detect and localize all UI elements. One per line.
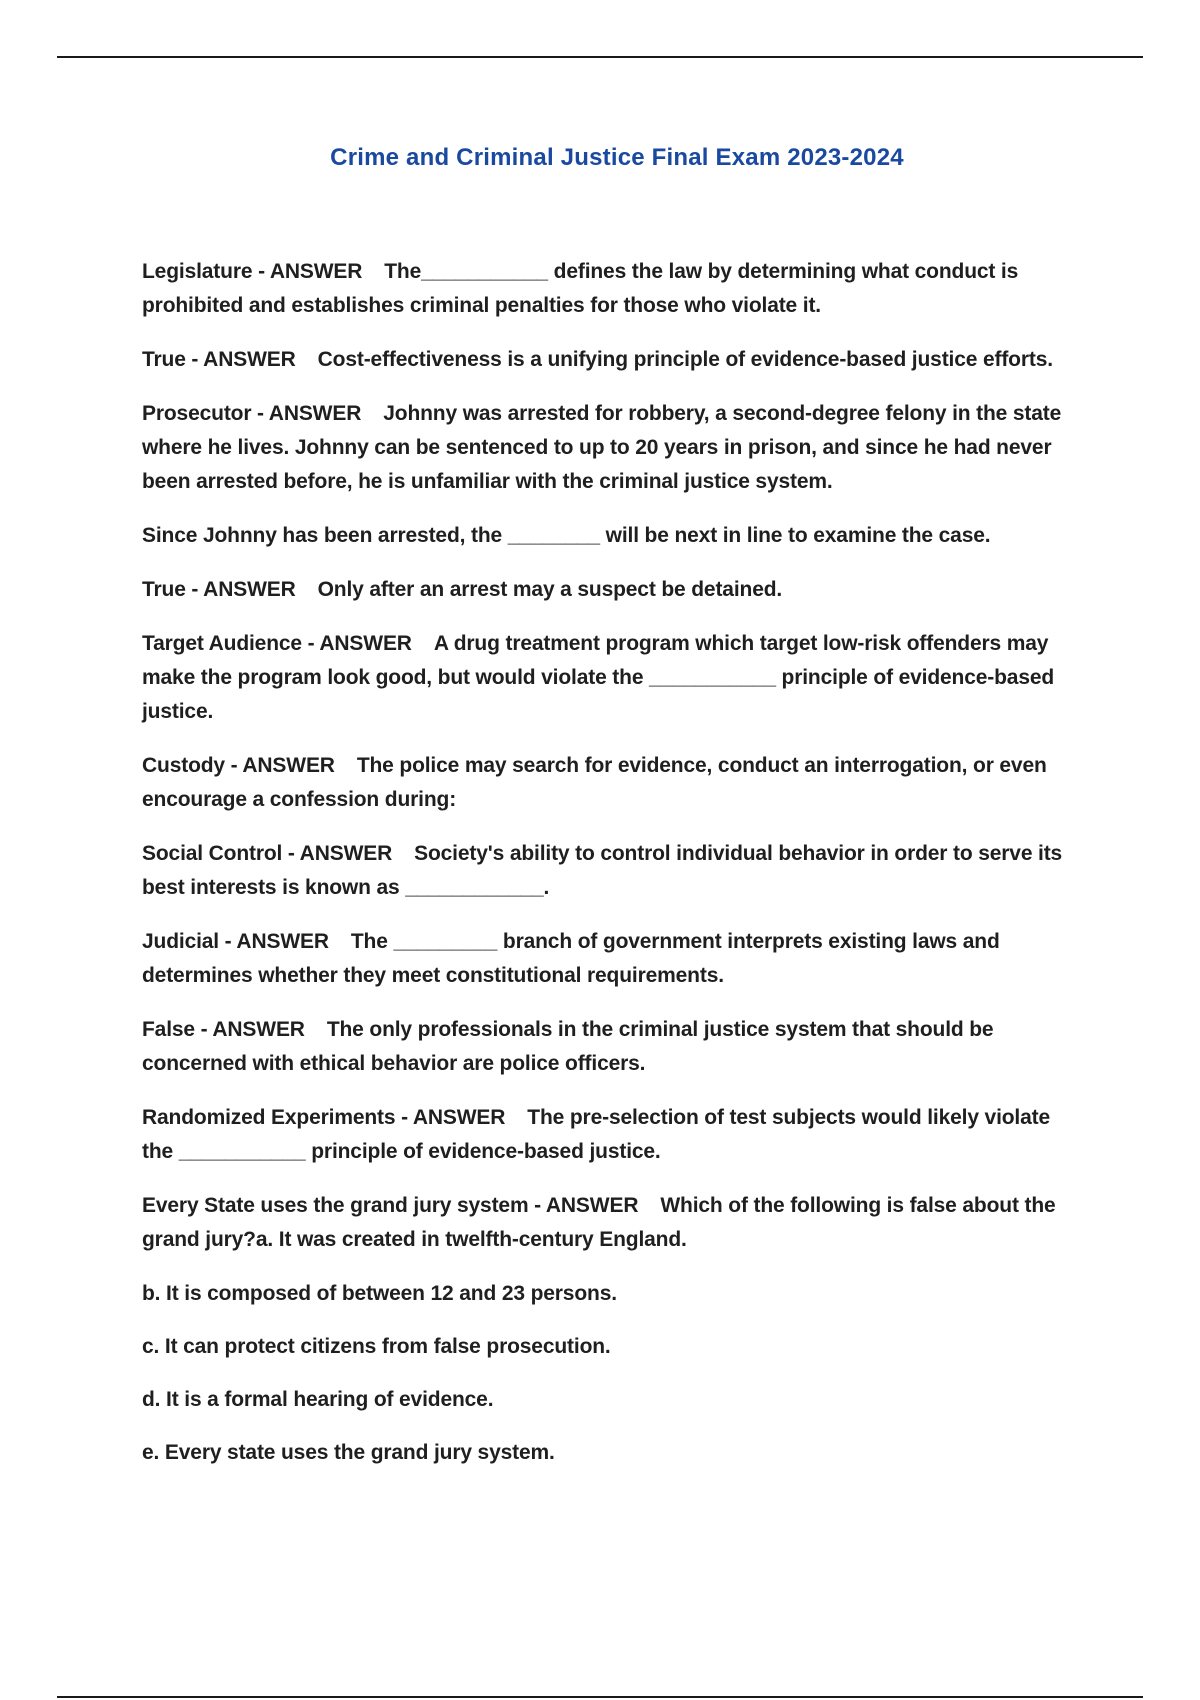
- qa-entry: [142, 255, 1082, 323]
- qa-entry: [142, 343, 1082, 377]
- qa-entry: [142, 837, 1082, 905]
- qa-entry: [142, 1189, 1082, 1257]
- qa-list: [142, 255, 1082, 1489]
- qa-entry: [142, 627, 1082, 729]
- question-text: Only after an arrest may a suspect be detained.: [317, 578, 783, 601]
- page-title: Crime and Criminal Justice Final Exam 2023-2024: [330, 144, 904, 171]
- qa-option: [142, 1277, 1082, 1311]
- question-text: The police may search for evidence, conduct an interrogation, or even encourage a confession during:: [142, 754, 1047, 811]
- question-text: A drug treatment program which target low-risk offenders may make the program look good, but would violate the ___________ principle of evidence-based justice.: [142, 632, 1055, 723]
- answer-label: Target Audience - ANSWER: [142, 632, 412, 655]
- answer-label: Judicial - ANSWER: [142, 930, 329, 953]
- qa-entry: [142, 573, 1082, 607]
- qa-option: [142, 1330, 1082, 1364]
- question-text: Johnny was arrested for robbery, a second-degree felony in the state where he lives. Johnny can be sentenced to up to 20 years in prison, and since he had never been arrested before, he is unfamiliar with the criminal justice system.: [142, 402, 1062, 493]
- qa-entry: [142, 397, 1082, 499]
- answer-label: Prosecutor - ANSWER: [142, 402, 362, 425]
- question-text: Cost-effectiveness is a unifying principle of evidence-based justice efforts.: [317, 348, 1053, 371]
- question-text: Since Johnny has been arrested, the ________ will be next in line to examine the case.: [142, 524, 991, 547]
- bottom-rule: [57, 1696, 1143, 1698]
- question-text: c. It can protect citizens from false prosecution.: [142, 1335, 611, 1358]
- question-text: The___________ defines the law by determining what conduct is prohibited and establishes criminal penalties for those who violate it.: [142, 260, 1019, 317]
- question-text: The pre-selection of test subjects would likely violate the ___________ principle of evidence-based justice.: [142, 1106, 1051, 1163]
- answer-label: True - ANSWER: [142, 578, 296, 601]
- qa-entry: [142, 519, 1082, 553]
- answer-label: True - ANSWER: [142, 348, 296, 371]
- answer-label: Legislature - ANSWER: [142, 260, 363, 283]
- qa-option: [142, 1436, 1082, 1470]
- question-text: e. Every state uses the grand jury system.: [142, 1441, 555, 1464]
- question-text: Which of the following is false about the grand jury?a. It was created in twelfth-century England.: [142, 1194, 1056, 1251]
- question-text: d. It is a formal hearing of evidence.: [142, 1388, 494, 1411]
- answer-label: Social Control - ANSWER: [142, 842, 393, 865]
- qa-option: [142, 1383, 1082, 1417]
- answer-label: Every State uses the grand jury system - ANSWER: [142, 1194, 639, 1217]
- answer-label: Randomized Experiments - ANSWER: [142, 1106, 506, 1129]
- qa-entry: [142, 1101, 1082, 1169]
- question-text: The only professionals in the criminal justice system that should be concerned with ethical behavior are police officers.: [142, 1018, 994, 1075]
- answer-label: Custody - ANSWER: [142, 754, 335, 777]
- qa-entry: [142, 749, 1082, 817]
- qa-entry: [142, 925, 1082, 993]
- qa-entry: [142, 1013, 1082, 1081]
- question-text: b. It is composed of between 12 and 23 persons.: [142, 1282, 617, 1305]
- answer-label: False - ANSWER: [142, 1018, 305, 1041]
- question-text: Society's ability to control individual behavior in order to serve its best interests is known as ____________.: [142, 842, 1063, 899]
- question-text: The _________ branch of government interprets existing laws and determines whether they meet constitutional requirements.: [142, 930, 1000, 987]
- top-rule: [57, 56, 1143, 58]
